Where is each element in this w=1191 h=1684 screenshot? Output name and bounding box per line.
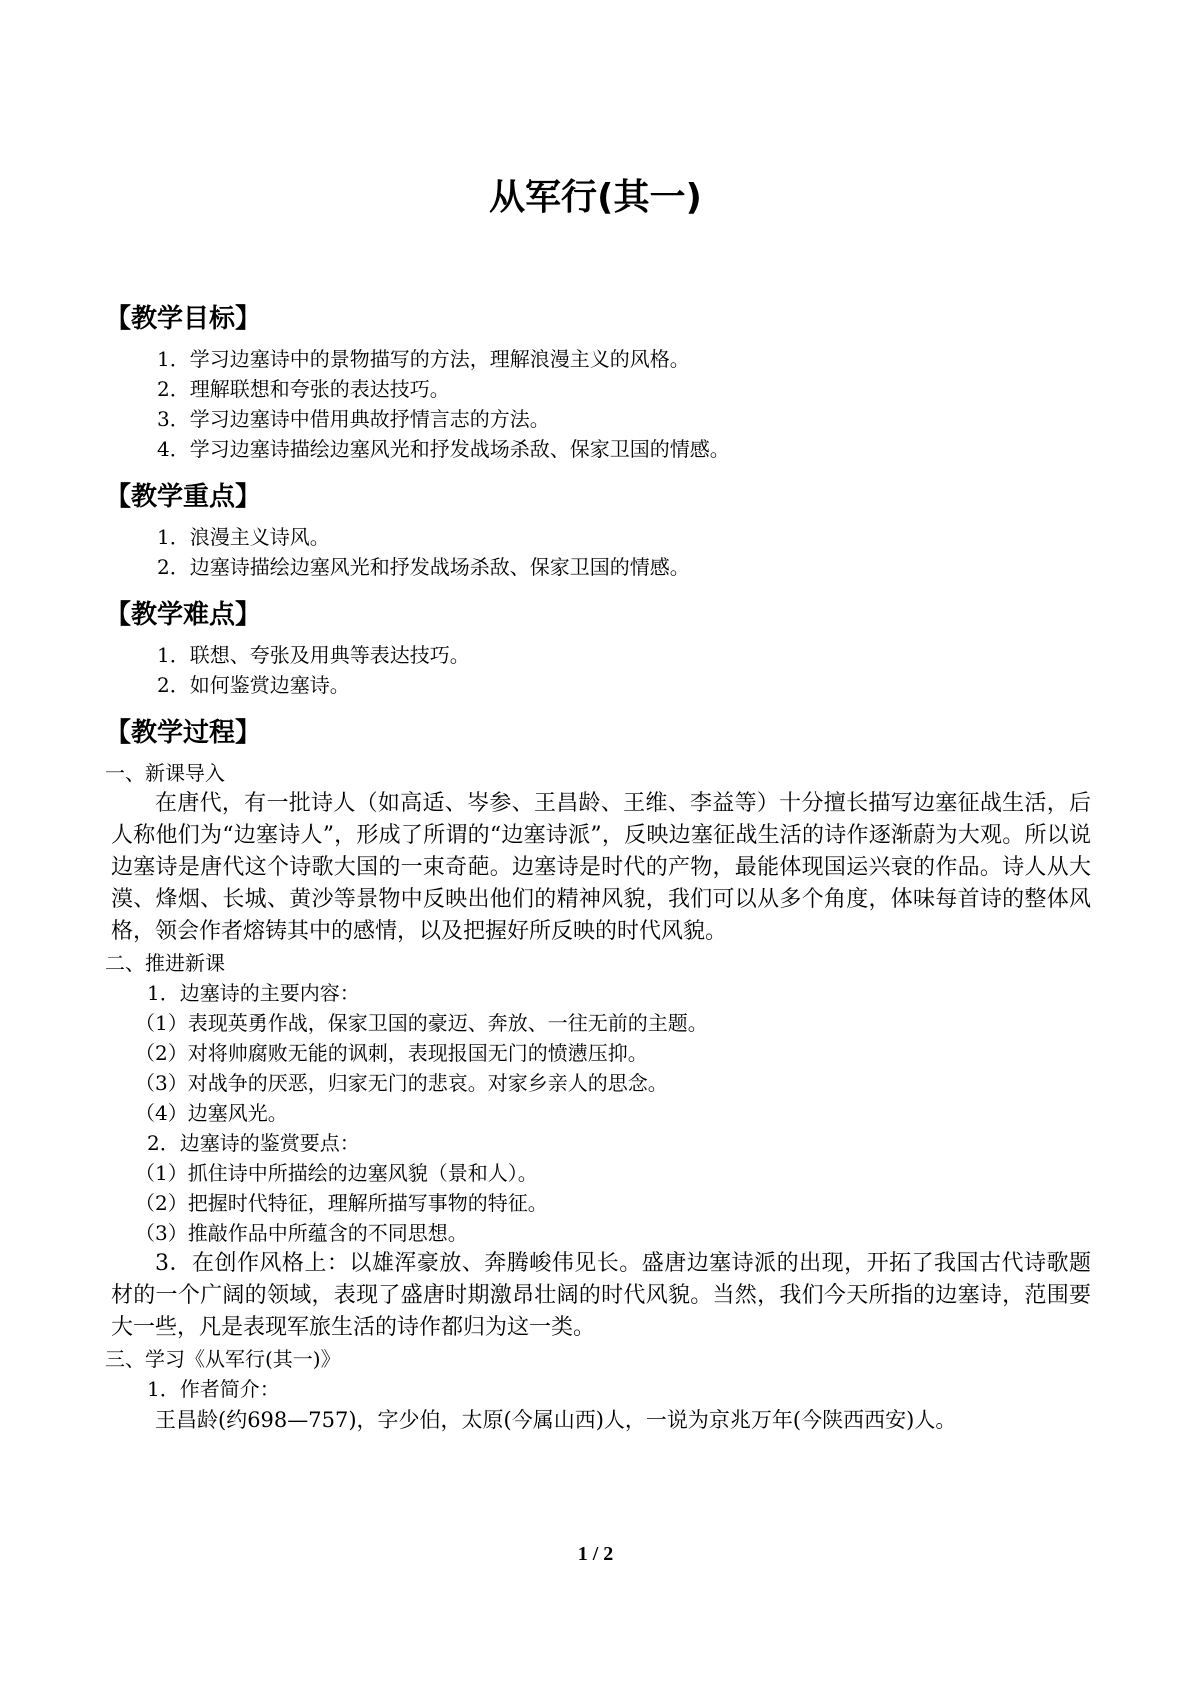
appreciation-item: （2）把握时代特征，理解所描写事物的特征。 bbox=[135, 1191, 548, 1215]
page-title: 从军行(其一) bbox=[489, 177, 702, 218]
content-item: （2）对将帅腐败无能的讽刺，表现报国无门的愤懑压抑。 bbox=[135, 1041, 648, 1065]
section-heading-difficulties: 【教学难点】 bbox=[105, 600, 262, 630]
section-heading-process: 【教学过程】 bbox=[105, 718, 262, 748]
goal-item: 4．学习边塞诗描绘边塞风光和抒发战场杀敌、保家卫国的情感。 bbox=[157, 437, 730, 461]
content-item: （1）表现英勇作战，保家卫国的豪迈、奔放、一往无前的主题。 bbox=[135, 1011, 708, 1035]
goal-item: 1．学习边塞诗中的景物描写的方法，理解浪漫主义的风格。 bbox=[157, 347, 690, 371]
key-point-item: 1．浪漫主义诗风。 bbox=[157, 525, 330, 549]
process-section-title: 三、学习《从军行(其一)》 bbox=[105, 1347, 341, 1371]
author-paragraph: 王昌龄(约698—757)，字少伯，太原(今属山西)人，一说为京兆万年(今陕西西安)人。 bbox=[155, 1408, 957, 1432]
content-item: （3）对战争的厌恶，归家无门的悲哀。对家乡亲人的思念。 bbox=[135, 1071, 668, 1095]
goal-item: 2．理解联想和夸张的表达技巧。 bbox=[157, 377, 450, 401]
subsection-title: 1．边塞诗的主要内容： bbox=[147, 981, 360, 1005]
intro-paragraph: 在唐代，有一批诗人（如高适、岑参、王昌龄、王维、李益等）十分擅长描写边塞征战生活，后人称他们为“边塞诗人”，形成了所谓的“边塞诗派”，反映边塞征战生活的诗作逐渐蔚为大观。所以说边塞诗是唐代这个诗歌大国的一束奇葩。边塞诗是时代的产物，最能体现国运兴衰的作品。诗人从大漠、烽烟、长城、黄沙等景物中反映出他们的精神风貌，我们可以从多个角度，体味每首诗的整体风格，领会作者熔铸其中的感情，以及把握好所反映的时代风貌。 bbox=[111, 791, 1091, 944]
style-paragraph: 3．在创作风格上：以雄浑豪放、奔腾峻伟见长。盛唐边塞诗派的出现，开拓了我国古代诗歌题材的一个广阔的领域，表现了盛唐时期激昂壮阔的时代风貌。当然，我们今天所指的边塞诗，范围要大一些，凡是表现军旅生活的诗作都归为这一类。 bbox=[111, 1251, 1091, 1340]
difficulty-item: 2．如何鉴赏边塞诗。 bbox=[157, 673, 350, 697]
content-item: （4）边塞风光。 bbox=[135, 1101, 288, 1125]
subsection-title: 1．作者简介： bbox=[147, 1377, 280, 1401]
difficulty-item: 1．联想、夸张及用典等表达技巧。 bbox=[157, 643, 470, 667]
process-section-title: 一、新课导入 bbox=[105, 761, 225, 785]
section-heading-goals: 【教学目标】 bbox=[105, 304, 262, 334]
document-body bbox=[105, 300, 1091, 1436]
process-section-title: 二、推进新课 bbox=[105, 951, 225, 975]
appreciation-item: （1）抓住诗中所描绘的边塞风貌（景和人）。 bbox=[135, 1161, 538, 1185]
page-number: 1 / 2 bbox=[577, 1543, 614, 1565]
section-heading-key-points: 【教学重点】 bbox=[105, 482, 262, 512]
goal-item: 3．学习边塞诗中借用典故抒情言志的方法。 bbox=[157, 407, 550, 431]
appreciation-item: （3）推敲作品中所蕴含的不同思想。 bbox=[135, 1221, 468, 1245]
key-point-item: 2．边塞诗描绘边塞风光和抒发战场杀敌、保家卫国的情感。 bbox=[157, 555, 690, 579]
subsection-title: 2．边塞诗的鉴赏要点： bbox=[147, 1131, 360, 1155]
